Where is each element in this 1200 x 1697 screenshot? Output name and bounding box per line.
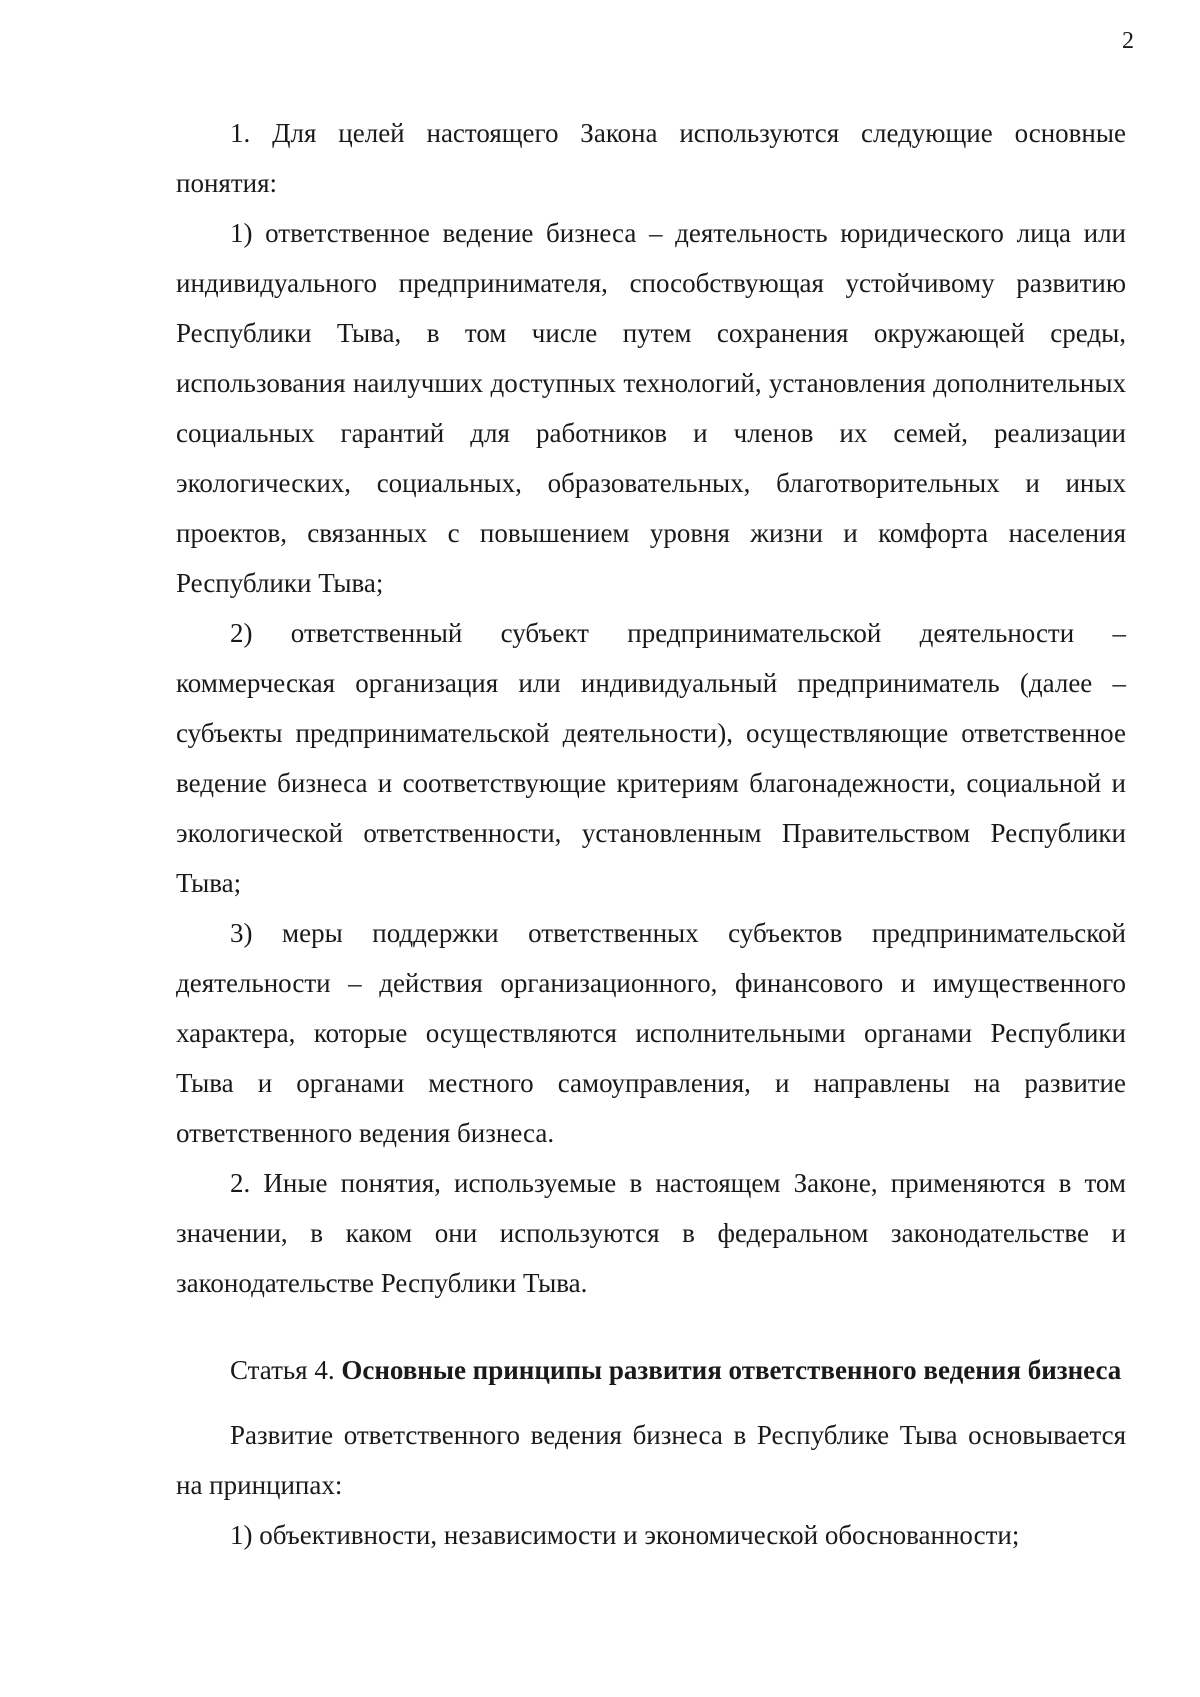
article-heading: [176, 1350, 1126, 1390]
article-label: Статья 4.: [230, 1355, 335, 1385]
paragraph-definition-1: 1) ответственное ведение бизнеса – деятельность юридического лица или индивидуального предпринимателя, способствующая устойчивому развитию Республики Тыва, в том числе путем сохранения окружающей среды, использования наилучших доступных технологий, установления дополнительных социальных гарантий для работников и членов их семей, реализации экологических, социальных, образовательных, благотворительных и иных проектов, связанных с повышением уровня жизни и комфорта населения Республики Тыва;: [176, 218, 1126, 598]
paragraph-definitions-intro: 1. Для целей настоящего Закона используются следующие основные понятия:: [176, 118, 1126, 198]
article-title: Основные принципы развития ответственного ведения бизнеса: [341, 1355, 1122, 1385]
page-number: 2: [1122, 28, 1134, 54]
paragraph-other-concepts: 2. Иные понятия, используемые в настоящем Законе, применяются в том значении, в каком они используются в федеральном законодательстве и законодательстве Республики Тыва.: [176, 1168, 1126, 1298]
paragraph-definition-3: 3) меры поддержки ответственных субъектов предпринимательской деятельности – действия организационного, финансового и имущественного характера, которые осуществляются исполнительными органами Республики Тыва и органами местного самоуправления, и направлены на развитие ответственного ведения бизнеса.: [176, 918, 1126, 1148]
paragraph-principles-intro: Развитие ответственного ведения бизнеса в Республике Тыва основывается на принципах:: [176, 1420, 1126, 1500]
paragraph-principle-1: 1) объективности, независимости и экономической обоснованности;: [230, 1520, 1020, 1550]
paragraph-definition-2: 2) ответственный субъект предпринимательской деятельности – коммерческая организация или индивидуальный предприниматель (далее – субъекты предпринимательской деятельности), осуществляющие ответственное ведение бизнеса и соответствующие критериям благонадежности, социальной и экологической ответственности, установленным Правительством Республики Тыва;: [176, 618, 1126, 898]
document-body: [176, 108, 1126, 1560]
